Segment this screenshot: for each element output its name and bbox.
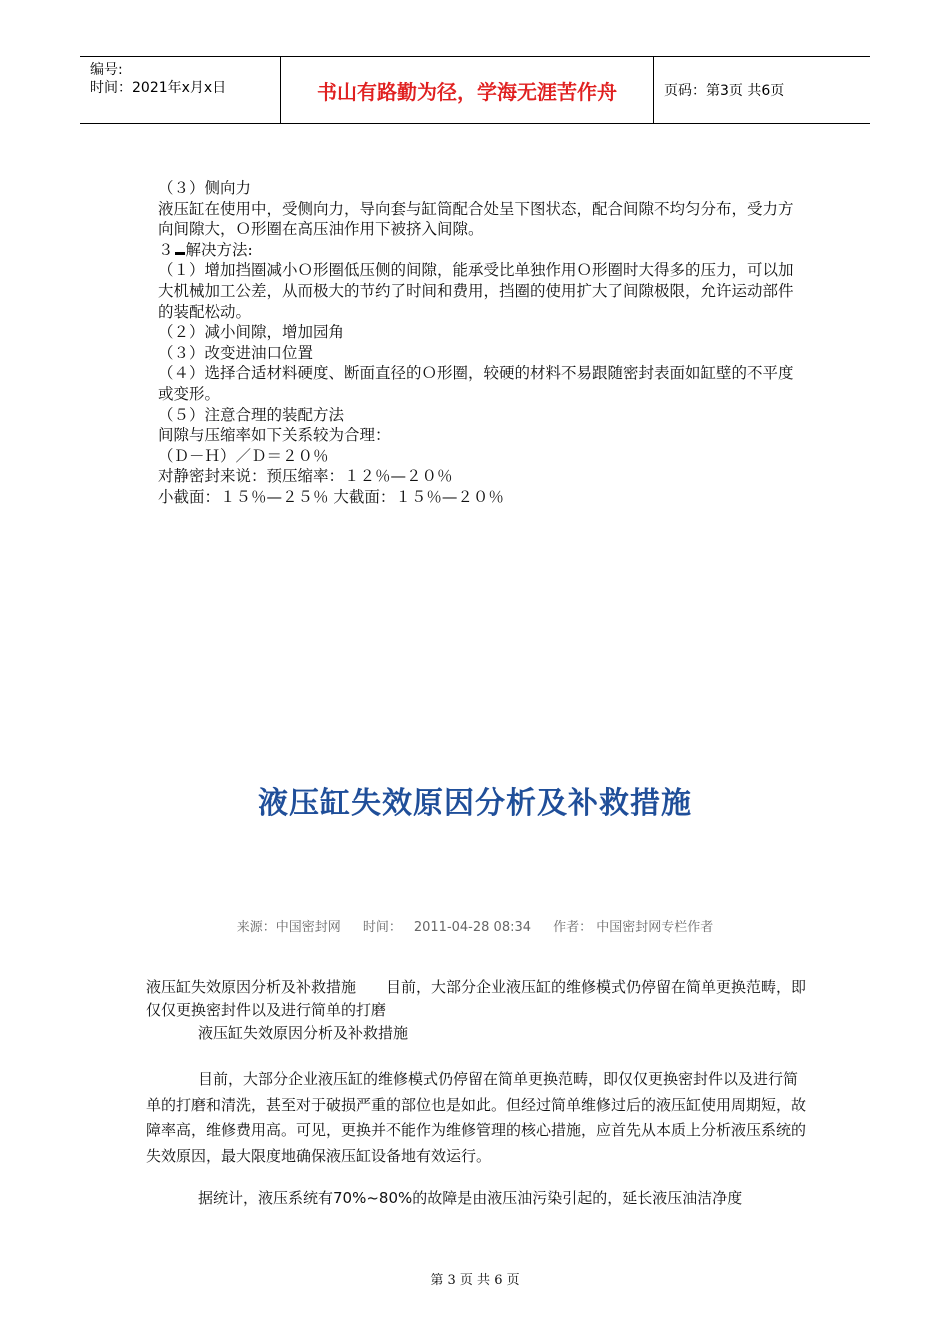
meta-time-label: 时间： <box>362 920 402 935</box>
solution-item-3: （３）改变进油口位置 <box>158 343 314 362</box>
article-paragraph-1: 目前，大部分企业液压缸的维修模式仍停留在简单更换范畴，即仅仅更换密封件以及进行简单的打磨和清洗，甚至对于破损严重的部位也是如此。但经过简单维修过后的液压缸使用周期短，故障率高，维修费用高。可见，更换并不能作为维修管理的核心措施，应首先从本质上分析液压系统的失效原因，最大限度地确保液压缸设备地有效运行。 <box>146 1070 807 1165</box>
article-title: 液压缸失效原因分析及补救措施 <box>258 786 692 821</box>
solution-item-1: （１）增加挡圈减小Ｏ形圈低压侧的间隙，能承受比单独作用Ｏ形圈时大得多的压力，可以加大机械加工公差，从而极大的节约了时间和费用，挡圈的使用扩大了间隙极限，允许运动部件的装配松动。 <box>158 261 794 321</box>
section-label: 解决方法: <box>185 240 253 259</box>
meta-author: 作者： 中国密封网专栏作者 <box>553 920 714 935</box>
static-seal-rate: 对静密封来说：预压缩率：１２％—２０％ <box>158 467 453 486</box>
article-body <box>146 976 806 1210</box>
upper-section <box>158 178 798 508</box>
paragraph-side-force: 液压缸在使用中，受侧向力，导向套与缸筒配合处呈下图状态，配合间隙不均匀分布，受力方向间隙大，Ｏ形圈在高压油作用下被挤入间隙。 <box>158 199 794 239</box>
solution-item-4: （４）选择合适材料硬度、断面直径的Ｏ形圈，较硬的材料不易跟随密封表面如缸壁的不平度或变形。 <box>158 364 794 403</box>
section-number: ３ <box>158 240 174 259</box>
article-paragraph-2 <box>146 1187 806 1210</box>
section-rates: 小截面：１５％—２５％ 大截面：１５％—２０％ <box>158 487 504 506</box>
solution-item-2: （２）减小间隙，增加园角 <box>158 323 345 342</box>
article-meta <box>0 916 950 935</box>
subheading-side-force: （３）侧向力 <box>158 179 252 197</box>
relation-intro: 间隙与压缩率如下关系较为合理： <box>158 426 391 445</box>
para2-end: 的故障是由液压油污染引起的，延长液压油洁净度 <box>412 1189 743 1207</box>
article-subtitle: 液压缸失效原因分析及补救措施 <box>198 1024 409 1042</box>
bookmark-mark-icon <box>175 252 185 255</box>
meta-time <box>357 920 537 935</box>
header-page-info: 页码：第3页 共6页 <box>664 83 785 99</box>
formula: （Ｄ－Ｈ）／Ｄ＝２０％ <box>158 446 329 465</box>
article-intro: 液压缸失效原因分析及补救措施 目前，大部分企业液压缸的维修模式仍停留在简单更换范畴，即仅仅更换密封件以及进行简单的打磨 <box>146 978 807 1019</box>
header-meta <box>80 57 280 123</box>
para2-percentage: 70%~80% <box>333 1189 413 1207</box>
para2-start: 据统计，液压系统有 <box>198 1189 334 1207</box>
meta-source: 来源：中国密封网 <box>236 920 341 935</box>
page-footer: 第 3 页 共 6 页 <box>430 1273 520 1288</box>
document-time: 时间：2021年x月x日 <box>90 80 227 96</box>
subheading-solutions <box>158 240 798 261</box>
meta-time-value: 2011-04-28 08:34 <box>413 920 532 935</box>
page-header <box>80 56 870 124</box>
document-number-label: 编号: <box>90 62 123 78</box>
solution-item-5: （５）注意合理的装配方法 <box>158 405 345 424</box>
header-motto: 书山有路勤为径，学海无涯苦作舟 <box>280 57 654 123</box>
